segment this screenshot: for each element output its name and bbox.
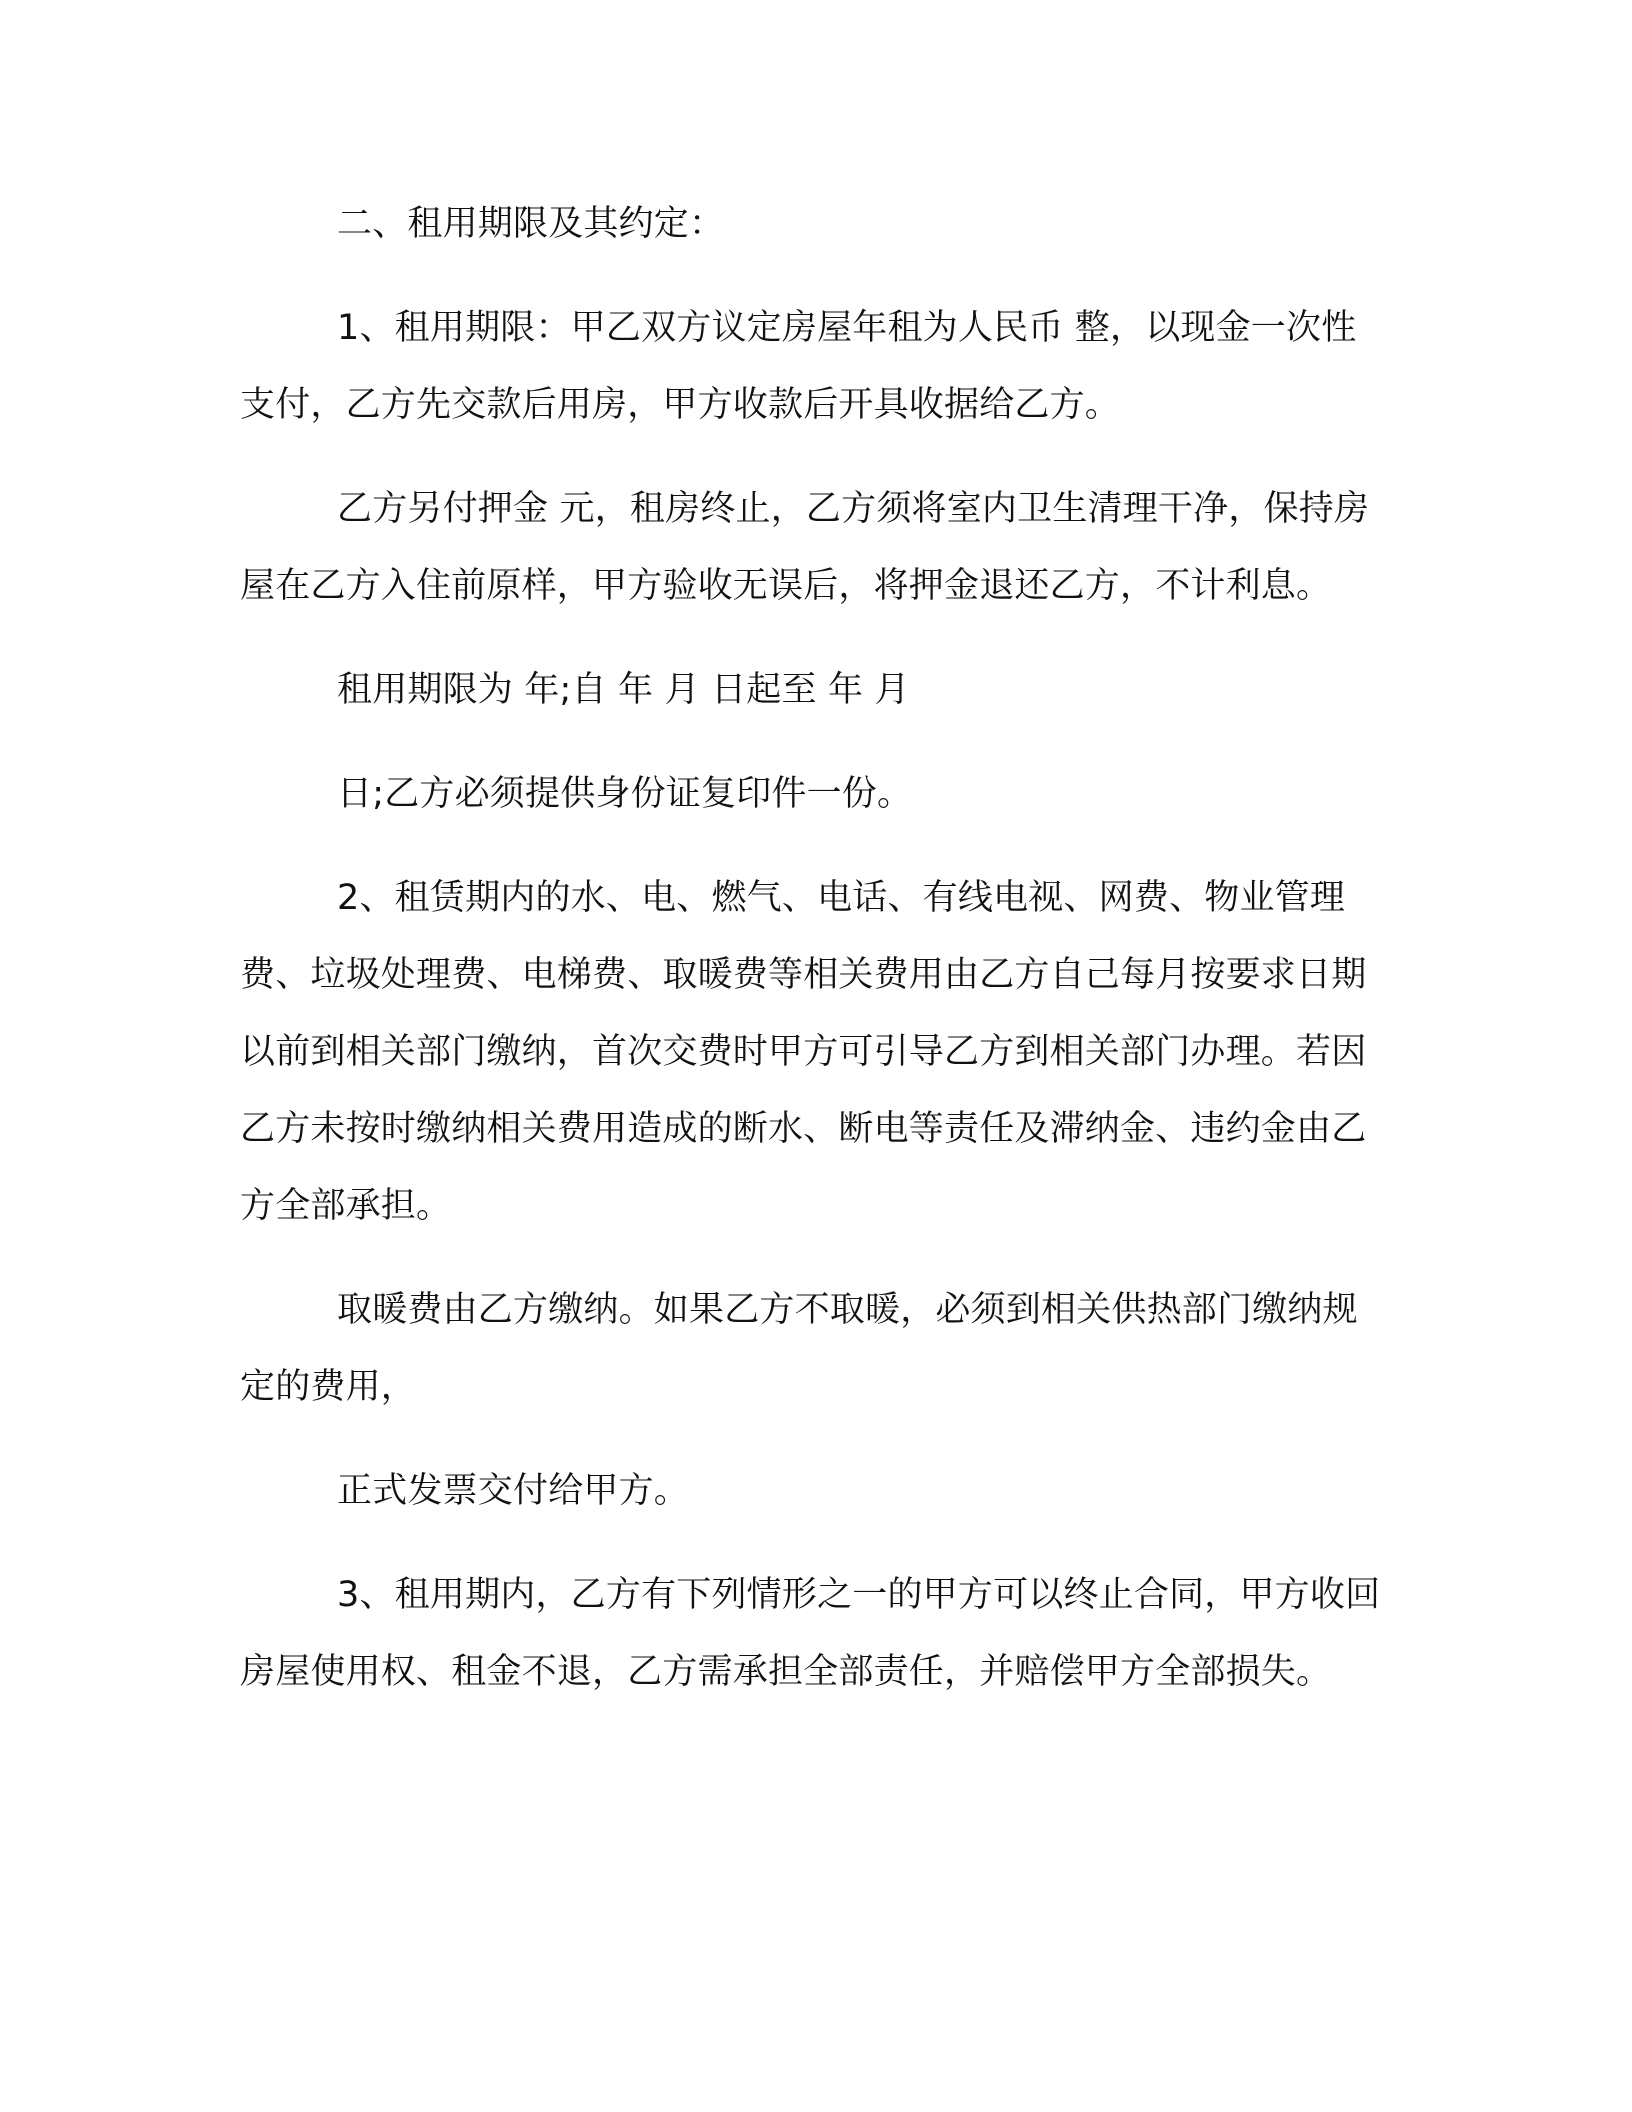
paragraph-invoice: 正式发票交付给甲方。: [337, 1471, 690, 1511]
document-body: [240, 186, 1390, 1711]
paragraph-termination: 3、租用期内，乙方有下列情形之一的甲方可以终止合同，甲方收回房屋使用权、租金不退，乙方需承担全部责任，并赔偿甲方全部损失。: [240, 1575, 1381, 1692]
paragraph-rental-term: 1、租用期限：甲乙双方议定房屋年租为人民币 整，以现金一次性支付，乙方先交款后用房，甲方收款后开具收据给乙方。: [240, 308, 1357, 425]
paragraph-id-copy: 日;乙方必须提供身份证复印件一份。: [337, 774, 913, 814]
paragraph-deposit: 乙方另付押金 元，租房终止，乙方须将室内卫生清理干净，保持房屋在乙方入住前原样，甲方验收无误后，将押金退还乙方，不计利息。: [240, 489, 1370, 606]
paragraph-utilities: 2、租赁期内的水、电、燃气、电话、有线电视、网费、物业管理费、垃圾处理费、电梯费、取暖费等相关费用由乙方自己每月按要求日期以前到相关部门缴纳，首次交费时甲方可引导乙方到相关部门办理。若因乙方未按时缴纳相关费用造成的断水、断电等责任及滞纳金、违约金由乙方全部承担。: [240, 878, 1367, 1226]
paragraph-term-dates: 租用期限为 年;自 年 月 日起至 年 月: [337, 670, 910, 710]
section-heading: 二、租用期限及其约定：: [337, 204, 725, 244]
paragraph-heating: 取暖费由乙方缴纳。如果乙方不取暖，必须到相关供热部门缴纳规定的费用，: [240, 1290, 1358, 1407]
